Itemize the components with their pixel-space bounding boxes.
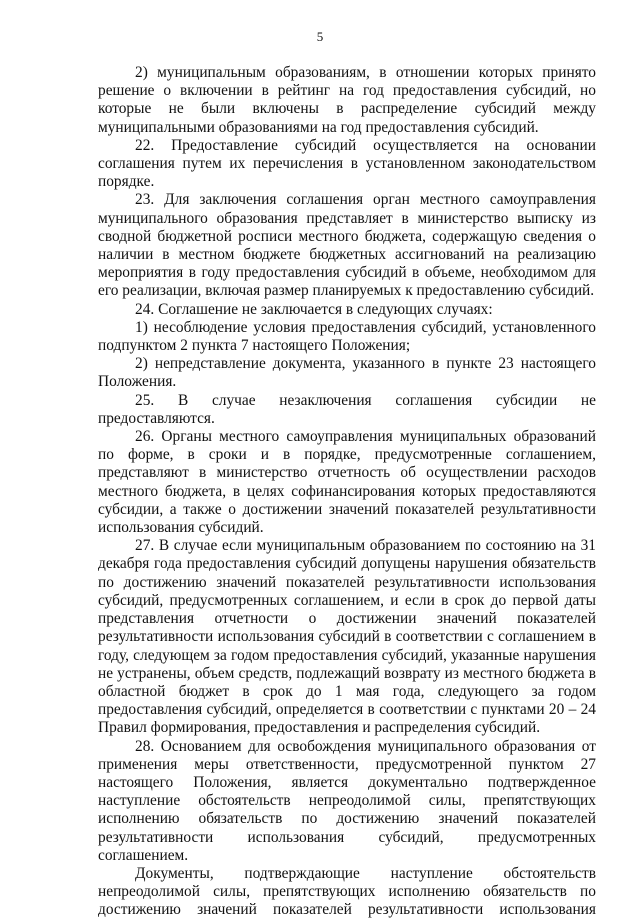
paragraph-27-violations: 27. В случае если муниципальным образованием по состоянию на 31 декабря года предоставления субсидий допущены нарушения обязательств по достижению значений показателей результативности использования субсидий, предусмотренных соглашением, и если в срок до первой даты представления отчетности о достижении значений показателей результативности использования субсидий в соответствии с соглашением в году, следующем за годом предоставления субсидий, указанные нарушения не устранены, объем средств, подлежащий возврату из местного бюджета в областной бюджет в срок до 1 мая года, следующего за годом предоставления субсидий, определяется в соответствии с пунктами 20 – 24 Правил формирования, предоставления и распределения субсидий.	[98, 537, 596, 737]
paragraph-supporting-documents: Документы, подтверждающие наступление обстоятельств непреодолимой силы, препятствующих исполнению обязательств по достижению значений показателей результативности использования	[98, 864, 596, 919]
paragraph-23-agreement-conclusion: 23. Для заключения соглашения орган местного самоуправления муниципального образования представляет в министерство выписку из сводной бюджетной росписи местного бюджета, содержащую сведения о наличии в местном бюджете бюджетных ассигнований на реализацию мероприятия в году предоставления субсидий в объеме, необходимом для его реализации, включая размер планируемых к предоставлению субсидий.	[98, 191, 596, 300]
paragraph-22-subsidy-transfer: 22. Предоставление субсидий осуществляется на основании соглашения путем их перечисления в установленном законодательством порядке.	[98, 136, 596, 191]
paragraph-24-case-2: 2) непредставление документа, указанного в пункте 23 настоящего Положения.	[98, 355, 596, 391]
paragraph-24-agreement-refusal: 24. Соглашение не заключается в следующих случаях:	[135, 300, 493, 318]
paragraph-24-case-1: 1) несоблюдение условия предоставления субсидий, установленного подпунктом 2 пункта 7 настоящего Положения;	[98, 318, 596, 355]
paragraph-municipal-exclusion: 2) муниципальным образованиям, в отношении которых принято решение о включении в рейтинг на год предоставления субсидий, но которые не были включены в распределение субсидий между муниципальными образованиями на год предоставления субсидий.	[98, 64, 596, 136]
document-body	[98, 64, 596, 920]
paragraph-26-reporting: 26. Органы местного самоуправления муниципальных образований по форме, в сроки и в порядке, предусмотренные соглашением, представляют в министерство отчетность об осуществлении расходов местного бюджета, в целях софинансирования которых предоставляются субсидии, а также о достижении значений показателей результативности использования субсидий.	[98, 428, 596, 537]
paragraph-25-no-subsidy: 25. В случае незаключения соглашения субсидии не предоставляются.	[98, 391, 596, 427]
page-number: 5	[316, 29, 324, 44]
paragraph-28-force-majeure: 28. Основанием для освобождения муниципального образования от применения меры ответственности, предусмотренной пунктом 27 настоящего Положения, является документально подтвержденное наступление обстоятельств непреодолимой силы, препятствующих исполнению обязательств по достижению значений показателей результативности использования субсидий, предусмотренных соглашением.	[98, 737, 596, 864]
